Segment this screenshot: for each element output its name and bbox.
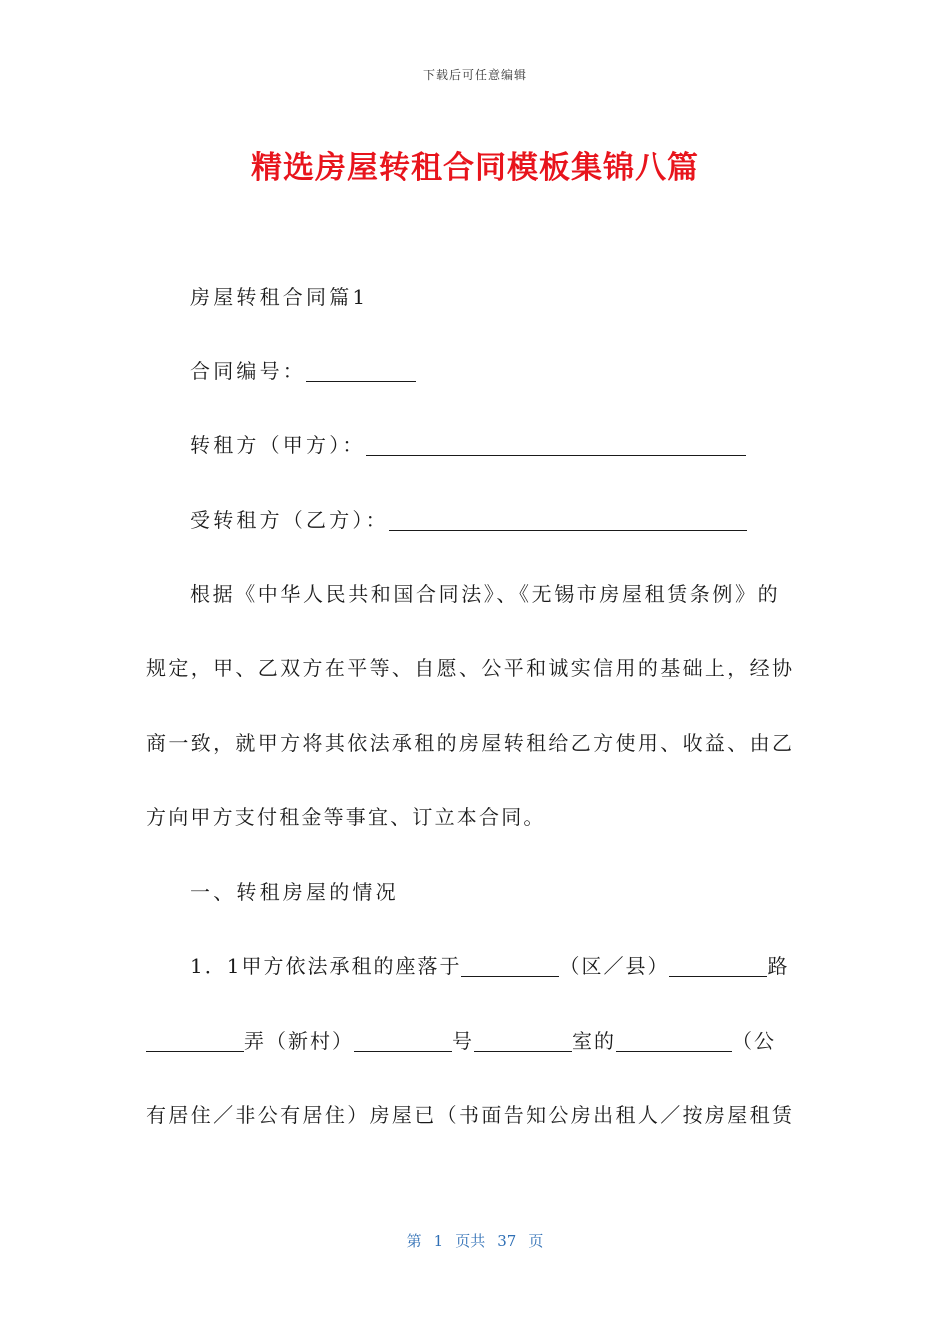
party-a-blank: [366, 435, 746, 456]
paragraph-line: 方向甲方支付租金等事宜、订立本合同。: [146, 805, 546, 829]
clause-line: [146, 1027, 776, 1055]
clause-text: 1．1甲方依法承租的座落于: [190, 954, 462, 978]
footer-page-number: 1: [433, 1232, 444, 1250]
lane-blank: [146, 1031, 244, 1052]
header-note: 下载后可任意编辑: [422, 68, 527, 82]
document-title: 精选房屋转租合同模板集锦八篇: [251, 150, 699, 186]
footer-total-pages: 37: [497, 1232, 517, 1250]
party-b-label: 受转租方（乙方）：: [190, 508, 389, 532]
clause-heading: 一、转租房屋的情况: [190, 880, 399, 904]
room-blank: [474, 1031, 572, 1052]
clause-text: 弄（新村）: [244, 1029, 354, 1053]
party-b-blank: [389, 510, 747, 531]
clause-line: 有居住／非公有居住）房屋已（书面告知公房出租人／按房屋租赁: [146, 1103, 792, 1127]
clause-text: （公: [732, 1029, 776, 1053]
property-type-blank: [616, 1031, 732, 1052]
clause-text: 路: [767, 954, 790, 978]
party-b-line: [190, 506, 747, 534]
paragraph-line: 规定，甲、乙双方在平等、自愿、公平和诚实信用的基础上，经协: [146, 656, 792, 680]
paragraph-line: 根据《中华人民共和国合同法》、《无锡市房屋租赁条例》的: [190, 582, 781, 606]
road-blank: [669, 956, 767, 977]
clause-line: [190, 952, 789, 980]
party-a-label: 转租方（甲方）：: [190, 433, 366, 457]
district-blank: [461, 956, 559, 977]
clause-text: （区／县）: [559, 954, 670, 978]
clause-text: 室的: [572, 1029, 616, 1053]
footer-page-mid: 页共: [455, 1232, 486, 1250]
contract-number-blank: [306, 361, 416, 382]
footer-page-end: 页: [528, 1232, 544, 1250]
section-title: 房屋转租合同篇1: [190, 285, 369, 309]
paragraph-line: 商一致，就甲方将其依法承租的房屋转租给乙方使用、收益、由乙: [146, 731, 792, 755]
contract-number-line: [190, 357, 416, 385]
footer-page-label: 第: [406, 1232, 422, 1250]
clause-text: 号: [452, 1029, 474, 1053]
number-blank: [354, 1031, 452, 1052]
page-footer: [0, 1230, 950, 1251]
party-a-line: [190, 431, 746, 459]
contract-number-label: 合同编号：: [190, 359, 306, 383]
